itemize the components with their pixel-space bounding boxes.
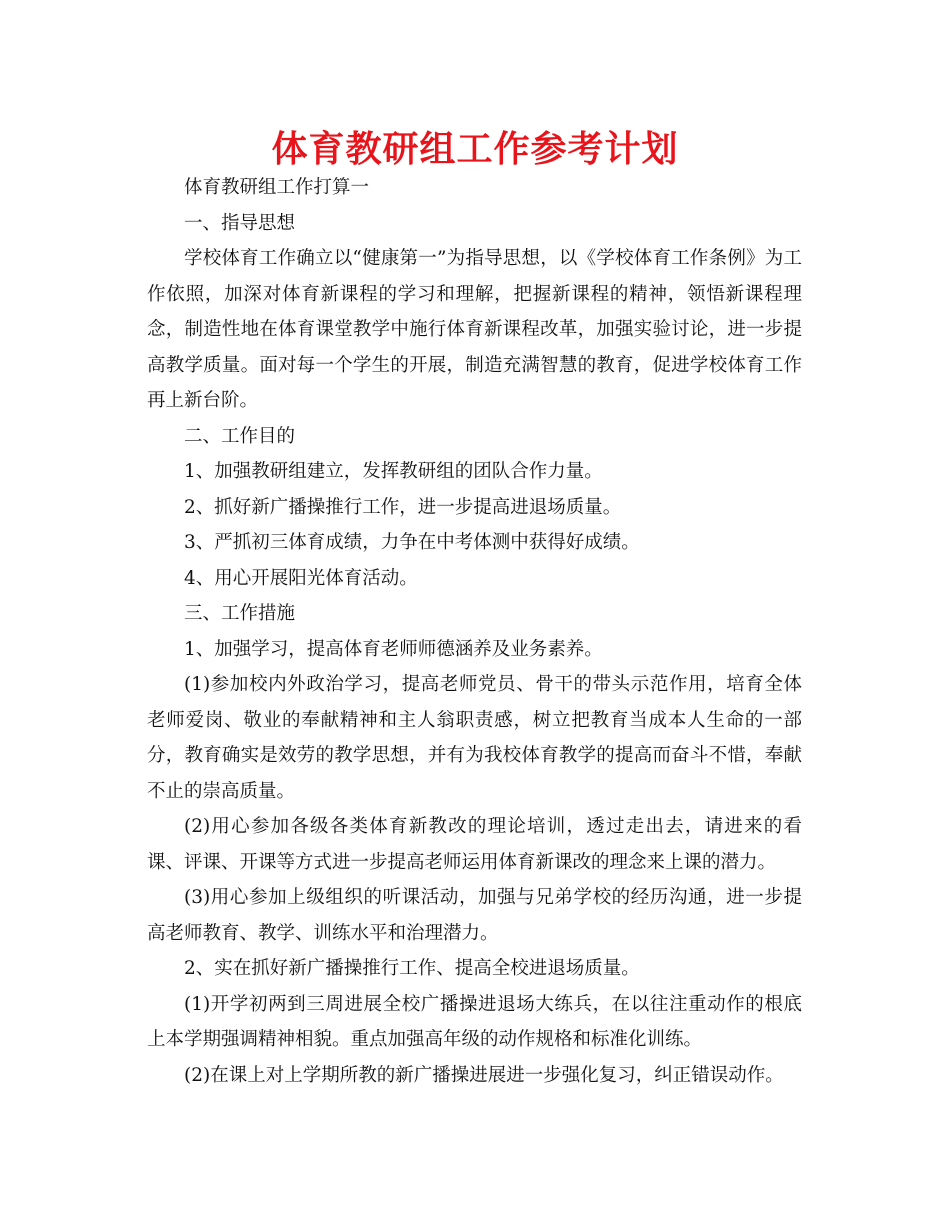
paragraph: (3)用心参加上级组织的听课活动，加强与兄弟学校的经历沟通，进一步提高老师教育、教学、训练水平和治理潜力。 xyxy=(147,887,802,944)
document-title: 体育教研组工作参考计划 xyxy=(271,129,679,170)
paragraph-subtitle: 体育教研组工作打算一 xyxy=(184,177,370,198)
paragraph: 4、用心开展阳光体育活动。 xyxy=(184,567,418,589)
paragraph: 1、加强学习，提高体育老师师德涵养及业务素养。 xyxy=(184,638,603,660)
paragraph-heading-work-measures: 三、工作措施 xyxy=(184,603,296,624)
paragraph: 3、严抓初三体育成绩，力争在中考体测中获得好成绩。 xyxy=(184,532,640,553)
paragraph: (1)开学初两到三周进展全校广播操进退场大练兵，在以往注重动作的根底上本学期强调精神相貌。重点加强高年级的动作规格和标准化训练。 xyxy=(147,993,802,1050)
paragraph-heading-work-goals: 二、工作目的 xyxy=(184,425,296,447)
document-body xyxy=(147,170,802,1093)
paragraph: (2)用心参加各级各类体育新教改的理论培训，透过走出去，请进来的看课、评课、开课等方式进一步提高老师运用体育新课改的理念来上课的潜力。 xyxy=(147,816,802,873)
paragraph: (2)在课上对上学期所教的新广播操进展进一步强化复习，纠正错误动作。 xyxy=(184,1064,784,1086)
paragraph: 学校体育工作确立以“健康第一”为指导思想，以《学校体育工作条例》为工作依照，加深对体育新课程的学习和理解，把握新课程的精神，领悟新课程理念，制造性地在体育课堂教学中施行体育新课程改革，加强实验讨论，进一步提高教学质量。面对每一个学生的开展，制造充满智慧的教育，促进学校体育工作再上新台阶。 xyxy=(147,248,802,411)
paragraph: 2、抓好新广播操推行工作，进一步提高进退场质量。 xyxy=(184,496,622,518)
paragraph: (1)参加校内外政治学习，提高老师党员、骨干的带头示范作用，培育全体老师爱岗、敬业的奉献精神和主人翁职责感，树立把教育当成本人生命的一部分，教育确实是效劳的教学思想，并有为我校体育教学的提高而奋斗不惜，奉献不止的崇高质量。 xyxy=(147,674,802,802)
paragraph: 1、加强教研组建立，发挥教研组的团队合作力量。 xyxy=(184,461,603,482)
paragraph-heading-guiding-thought: 一、指导思想 xyxy=(184,212,296,234)
paragraph: 2、实在抓好新广播操推行工作、提高全校进退场质量。 xyxy=(184,958,640,979)
